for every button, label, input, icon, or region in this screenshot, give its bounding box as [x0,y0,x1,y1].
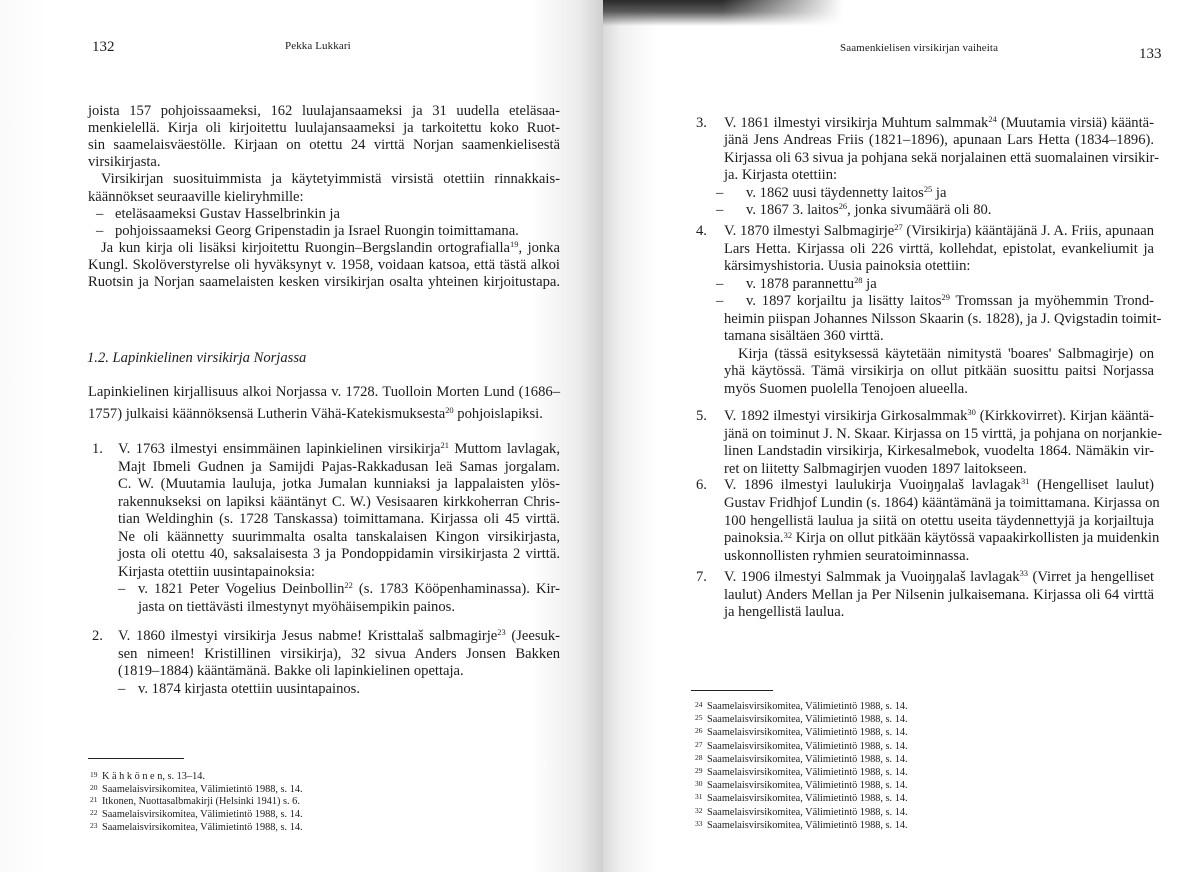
line-text: Kirja on ollut pitkään käytössä vapaakirkollisten ja muidenkin [792,530,1160,547]
line-text: C. W. (Muutamia lauluja, jotka Jumalan kunniaksi ja lappalaisten ylös- [118,476,560,492]
list-dash: – [96,222,104,239]
right-page [603,0,1200,872]
line-text: 1757) julkaisi käännöksensä Lutherin Vähä-Katekismuksesta [88,405,446,422]
list-dash: – [716,202,724,218]
list-dash: – [716,293,724,309]
footnote-number: 31 [695,792,703,802]
footnote-text: Saamelaisvirsikomitea, Välimietintö 1988, s. 14. [707,806,908,818]
text-line [118,546,560,563]
footnote-number: 25 [695,713,703,723]
line-text: Lapinkielinen kirjallisuus alkoi Norjassa v. 1728. Tuolloin Morten Lund (1686– [88,384,560,400]
list-dash: – [118,581,126,597]
footnote-ref: 22 [344,580,353,591]
text-line [118,628,560,645]
line-text: v. 1878 parannettu [746,275,855,292]
line-text: v. 1821 Peter Vogelius Deinbollin [138,581,345,597]
text-line [724,569,1154,586]
text-line [724,328,884,345]
line-text: V. 1861 ilmestyi virsikirja Muhtum salmmak [724,115,989,131]
line-text: laulut) Anders Mellan ja Per Nilsenin julkaisemana. Kirjassa oli 64 virttä [724,586,1154,603]
footnote-ref: 31 [1020,476,1030,487]
line-text: Kirjassa oli 63 sivua ja pohjana sekä norjalainen että suomalainen virsikir- [724,149,1159,166]
text-line [724,548,969,565]
text-line [724,241,1154,258]
text-line [724,167,837,184]
text-line [716,274,877,293]
text-line [88,137,560,154]
line-text: Ja kun kirja oli lisäksi kirjoitettu Ruongin–Bergslandin ortografialla [101,239,511,256]
list-dash: – [716,184,724,201]
line-text: uskonnollisten ryhmien seuratoiminnassa. [724,548,970,565]
footnote-number: 30 [695,779,703,789]
text-line [118,564,315,581]
text-line [724,381,968,398]
footnote-ref: 23 [497,627,506,638]
text-line [724,477,1154,494]
footnote-ref: 32 [783,529,793,540]
footnote-ref: 30 [967,407,976,418]
line-text: Gustav Fridhjof Lundin (s. 1864) kääntämänä ja toimittamana. Kirjassa on [724,494,1160,511]
line-text: Kirjasta otettiin uusintapainoksia: [118,563,315,580]
right-page-number: 133 [1139,46,1162,62]
line-text: V. 1892 ilmestyi virsikirja Girkosalmmak [724,408,968,424]
text-line [724,604,844,621]
text-line [118,580,560,598]
footnote-text: Saamelaisvirsikomitea, Välimietintö 1988, s. 14. [102,783,303,795]
list-number-2: 2. [92,628,103,644]
footnote-text: Saamelaisvirsikomitea, Välimietintö 1988, s. 14. [707,793,908,805]
text-line [724,115,1154,132]
line-text: ja [932,184,947,201]
footnote-ref: 25 [923,183,933,194]
line-text: 100 hengellistä laulua ja siitä on otettu useita täydennettyjä ja korjailtuja [724,512,1154,529]
footnote-ref: 20 [445,404,454,415]
text-line [724,461,1027,478]
line-text: kärsimyshistoria. Uusia painoksia otettiin: [724,258,971,274]
text-line [724,408,1154,425]
text-line [724,529,1160,547]
text-line [118,441,560,458]
line-text: Ne oli käännetty suurimmalta osalta tanskalaisen Kingon virsikirjasta, [118,528,560,545]
line-text: Lars Hetta. Kirjassa oli 226 virttä, kollehdat, epistolat, evankeliumit ja [724,240,1154,257]
text-line [738,346,1154,363]
footnote-ref: 24 [988,114,997,125]
footnote-text: Saamelaisvirsikomitea, Välimietintö 1988, s. 14. [707,819,908,831]
footnote-ref: 29 [941,292,950,303]
text-line [96,222,519,240]
line-text: pohjoissaameksi Georg Gripenstadin ja Israel Ruongin toimittamana. [115,222,519,239]
text-line [716,292,1154,310]
footnote-number: 33 [695,818,703,828]
footnote-text: Itkonen, Nuottasalbmakirji (Helsinki 1941) s. 6. [102,796,300,808]
section-heading: 1.2. Lapinkielinen virsikirja Norjassa [87,350,307,366]
line-text: ja hengellistä laulua. [724,604,845,621]
text-line [88,406,543,423]
line-text: virsikirjasta. [88,154,161,171]
text-line [724,149,1159,167]
footnote-text: Saamelaisvirsikomitea, Välimietintö 1988, s. 14. [102,821,303,833]
line-text: (Kirkkovirret). Kirjan kääntä- [975,408,1154,424]
line-text: v. 1897 korjailtu ja lisätty laitos [746,293,942,309]
footnote-number: 19 [90,770,98,779]
line-text: Kungl. Skolöverstyrelse oli hyväksynyt v. 1958, voidaan katsoa, että tästä alkoi [88,256,560,273]
line-text: v. 1862 uusi täydennetty laitos [746,184,924,201]
line-text: tian Weldinghin (s. 1728 Tanskassa) toimittamana. Kirjassa oli 45 virttä. [118,511,560,527]
line-text: Virsikirjan suosituimmista ja käytetyimmistä virsistä otettiin rinnakkais- [101,171,560,188]
footnote-text: Saamelaisvirsikomitea, Välimietintö 1988, s. 14. [707,780,908,792]
line-text: jänä Jens Andreas Friis (1821–1896), apunaan Lars Hetta (1834–1896). [724,132,1154,149]
line-text: linen Landstadin virsikirja, Kirkesalmebok, vuodelta 1864. Nämäkin vir- [724,443,1154,459]
footnote-number: 21 [90,795,98,805]
line-text: painoksia. [724,530,784,547]
list-dash: – [96,205,104,222]
line-text: sin saamelaisväestölle. Kirjaan on otettu 24 virttä Norjan saamenkielisestä [88,137,560,154]
line-text: (Jeesuk- [505,628,561,644]
line-text: jänä on toiminut J. N. Skaar. Kirjassa on 15 virttä, ja pohjana on norjankie- [724,425,1163,442]
line-text: (1819–1884) kääntämänä. Bakke oli lapinkielinen opettaja. [118,663,464,679]
list-number-5: 5. [696,408,707,424]
footnote-text: Saamelaisvirsikomitea, Välimietintö 1988, s. 14. [707,767,908,778]
footnote-number: 23 [90,820,98,830]
line-text: Tromssan ja myöhemmin Trond- [949,293,1154,309]
line-text: ja. Kirjasta otettiin: [724,167,838,184]
footnote-text: Saamelaisvirsikomitea, Välimietintö 1988, s. 14. [707,727,908,739]
footnote-ref: 19 [510,239,519,250]
line-text: Ruotsin ja Norjan saamelaisten kesken virsikirjan osalta yhteinen kirjoitustapa. [88,274,560,290]
text-line [724,443,1154,460]
text-line [118,511,560,528]
line-text: , jonka sivumäärä oli 80. [847,202,992,218]
line-text: yhä käytössä. Tämä virsikirja on ollut pitkään suosittu paitsi Norjassa [724,363,1154,379]
text-line [118,529,560,546]
text-line [724,223,1154,240]
footnote-rule [691,690,773,691]
text-line [101,240,560,257]
line-text: Kirja (tässä esityksessä käytetään nimitystä 'boares' Salbmagirje) on [738,345,1154,362]
footnote-number: 28 [695,752,703,762]
line-text: ja [862,275,877,292]
line-text: (Virsikirja) kääntäjänä J. A. Friis, apunaan [902,223,1155,239]
text-line [88,103,560,120]
line-text: tamana sisältäen 360 virttä. [724,328,884,344]
footnote-text: Saamelaisvirsikomitea, Välimietintö 1988, s. 14. [707,701,908,712]
line-text: käännökset seuraaville kieliryhmille: [88,188,304,205]
line-text: V. 1896 ilmestyi laulukirja Vuoiŋŋalaš lavlagak [724,477,1021,493]
footnote-text: Saamelaisvirsikomitea, Välimietintö 1988, s. 14. [707,714,908,726]
text-line [724,310,1162,328]
list-number-7: 7. [696,569,707,585]
footnote-number: 32 [695,805,703,815]
footnote-number: 22 [90,808,98,818]
list-number-1: 1. [92,441,103,457]
line-text: v. 1867 3. laitos [746,202,839,218]
line-text: heimin piispan Johannes Nilsson Skaarin (s. 1828), ja J. Qvigstadin toimit- [724,310,1162,327]
text-line [88,257,560,274]
left-page-number: 132 [92,39,115,55]
line-text: jasta on tiettävästi ilmestynyt myöhäisempikin painos. [138,598,455,615]
line-text: (Virret ja hengelliset [1028,569,1155,585]
line-text: pohjoislapiksi. [453,405,543,422]
line-text: eteläsaameksi Gustav Hasselbrinkin ja [115,205,340,222]
footnote-text: K ä h k ö n e n, s. 13–14. [102,771,205,782]
text-line [724,258,970,275]
text-line [118,680,360,698]
text-line [88,384,560,401]
text-line [716,183,947,202]
footnote-rule [88,758,184,759]
footnote-text: Saamelaisvirsikomitea, Välimietintö 1988, s. 14. [102,809,303,821]
line-text: (Hengelliset laulut) [1029,477,1154,493]
line-text: myös Suomen puolella Tenojoen alueella. [724,380,968,397]
text-line [88,154,161,171]
text-line [88,120,560,137]
text-line [724,132,1154,149]
footnote-ref: 21 [440,440,449,451]
text-line [724,587,1154,604]
text-line [724,425,1163,443]
line-text: V. 1860 ilmestyi virsikirja Jesus nabme! Kristtalaš salbmagirje [118,628,498,644]
line-text: (s. 1783 Kööpenhaminassa). Kir- [352,581,560,597]
line-text: V. 1763 ilmestyi ensimmäinen lapinkielinen virsikirja [118,441,441,457]
footnote-ref: 33 [1019,568,1029,579]
list-dash: – [716,275,724,292]
line-text: Majt Ibmeli Gudnen ja Samijdi Pajas-Rakkadusan leä Samas jorgalam. [118,458,560,475]
line-text: ret on liitetty Salbmagirjen vuoden 1897 laitokseen. [724,460,1027,477]
footnote-text: Saamelaisvirsikomitea, Välimietintö 1988, s. 14. [707,753,908,765]
text-line [118,494,560,511]
list-dash: – [118,680,126,697]
text-line [101,171,560,188]
footnote-number: 24 [695,700,703,709]
footnote-text: Saamelaisvirsikomitea, Välimietintö 1988, s. 14. [707,740,908,752]
text-line [724,494,1160,512]
line-text: (Muutamia virsiä) kääntä- [996,115,1154,131]
list-number-6: 6. [696,477,707,493]
footnote-number: 27 [695,739,703,749]
line-text: josta oli otettu 40, saksalaisesta 3 ja Pondoppidamin virsikirjasta 2 virttä. [118,546,560,562]
right-running-head: Saamenkielisen virsikirjan vaiheita [840,42,999,54]
text-line [724,363,1154,380]
list-number-3: 3. [696,115,707,131]
line-text: Muttom lavlagak, [448,441,560,457]
text-line [88,189,304,206]
footnote-number: 20 [90,782,98,792]
list-number-4: 4. [696,223,707,239]
text-line [118,459,560,476]
line-text: V. 1906 ilmestyi Salmmak ja Vuoiŋŋalaš lavlagak [724,569,1020,585]
line-text: , jonka [518,239,560,256]
text-line [118,663,464,680]
text-line [88,274,560,291]
footnote-ref: 27 [894,222,903,233]
text-line [118,476,560,493]
text-line [724,513,1154,530]
line-text: rakennukseksi on lapiksi kääntänyt C. W.) Vesisaaren kirkkoherran Chris- [118,493,560,510]
text-line [118,646,560,663]
line-text: V. 1870 ilmestyi Salbmagirje [724,223,895,239]
footnote-number: 29 [695,766,703,775]
footnote-ref: 28 [854,274,863,285]
line-text: sen nimeen! Kristillinen virsikirja), 32 sivua Anders Jonsen Bakken [118,645,560,662]
footnote-number: 26 [695,726,703,736]
line-text: menkielellä. Kirja oli kirjoitettu luulajansaameksi ja tarkoitettu koko Ruot- [88,120,560,137]
text-line [96,205,340,223]
left-running-head: Pekka Lukkari [285,40,351,52]
line-text: joista 157 pohjoissaameksi, 162 luulajansaameksi ja 31 uudella eteläsaa- [88,103,560,119]
footnote-ref: 26 [838,201,848,212]
text-line [138,599,455,616]
text-line [716,201,992,219]
line-text: v. 1874 kirjasta otettiin uusintapainos. [138,680,360,697]
